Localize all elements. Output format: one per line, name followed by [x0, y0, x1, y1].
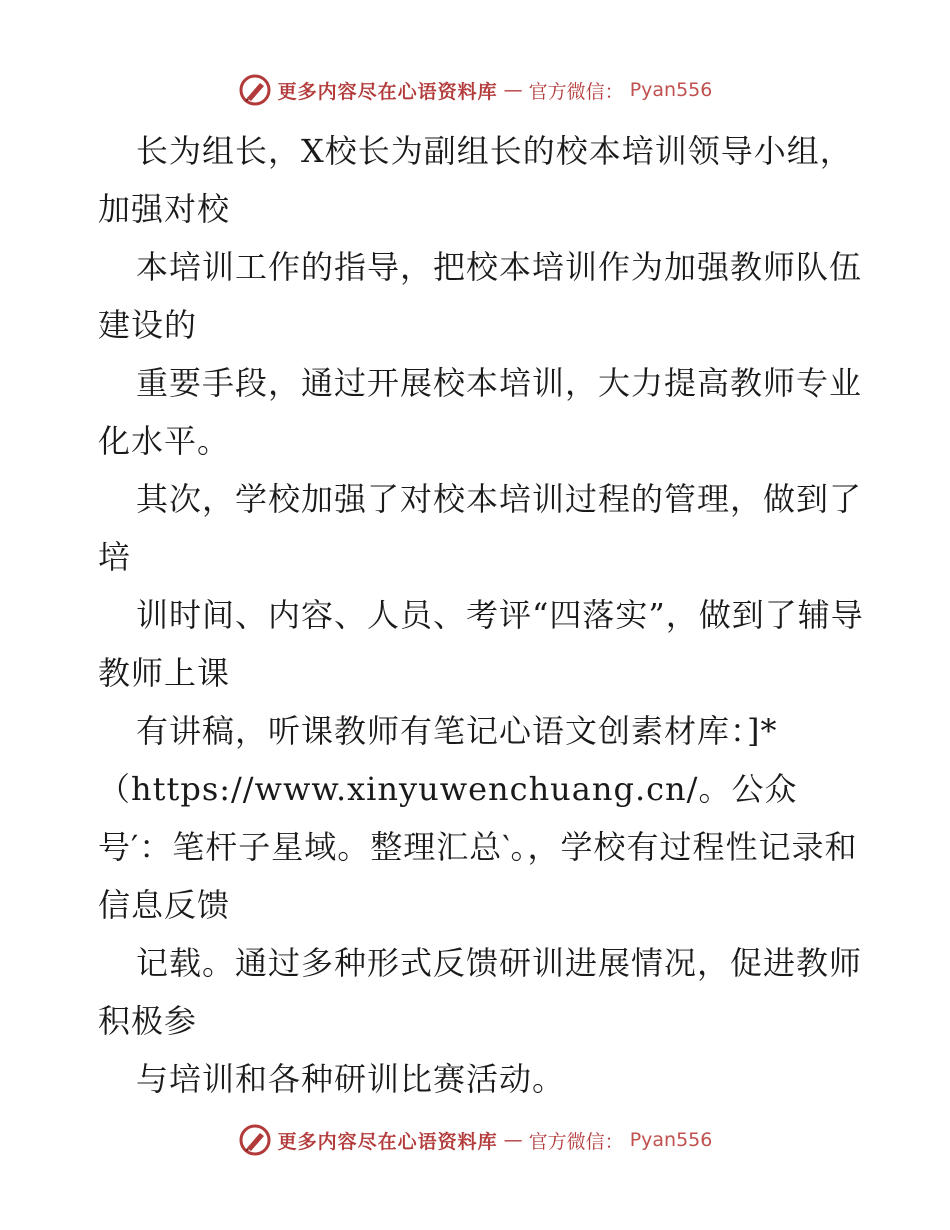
paragraph: 有讲稿，听课教师有笔记心语文创素材库：]*（https://www.xinyuwenchuang.cn/。公众号′：笔杆子星域。整理汇总‵。，学校有过程性记录和信息反馈 — [98, 712, 858, 924]
banner-separator: — — [503, 79, 523, 101]
banner-separator: — — [503, 1129, 523, 1151]
paragraph: 长为组长，X校长为副组长的校本培训领导小组，加强对校 — [98, 132, 853, 228]
paragraph: 重要手段，通过开展校本培训，大力提高教师专业化水平。 — [98, 364, 863, 460]
banner-label: 官方微信： — [528, 1130, 624, 1153]
banner-wechat-id: Pyan556 — [629, 1129, 713, 1151]
footer-watermark-banner — [0, 1120, 950, 1160]
banner-prefix: 更多内容尽在心语资料库 — [277, 1130, 498, 1153]
pen-logo-icon — [238, 73, 272, 107]
banner-prefix: 更多内容尽在心语资料库 — [277, 80, 498, 103]
pen-logo-icon — [238, 1123, 272, 1157]
paragraph: 其次，学校加强了对校本培训过程的管理，做到了培 — [98, 480, 863, 576]
document-body — [98, 122, 868, 1108]
banner-label: 官方微信： — [528, 80, 624, 103]
paragraph: 本培训工作的指导，把校本培训作为加强教师队伍建设的 — [98, 248, 863, 344]
banner-wechat-id: Pyan556 — [629, 79, 713, 101]
paragraph: 与培训和各种研训比赛活动。 — [136, 1060, 566, 1098]
paragraph: 记载。通过多种形式反馈研训进展情况，促进教师积极参 — [98, 944, 863, 1040]
paragraph: 训时间、内容、人员、考评“四落实”，做到了辅导教师上课 — [98, 596, 864, 692]
header-watermark-banner — [0, 70, 950, 110]
